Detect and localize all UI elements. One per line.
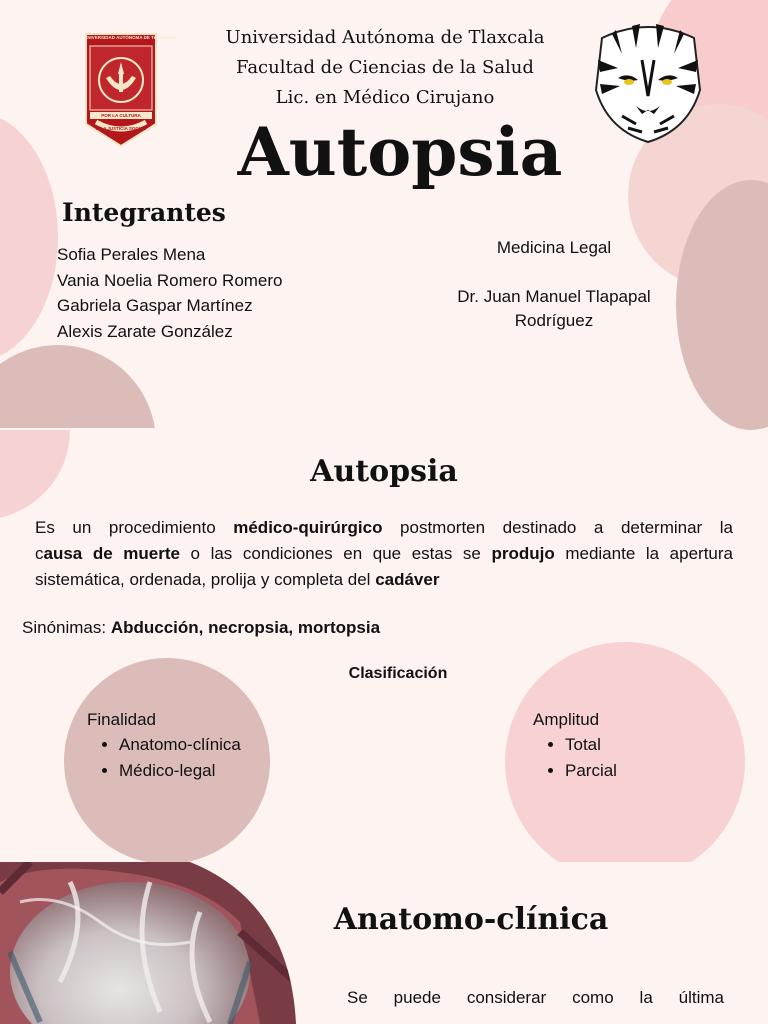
list-item: • Parcial xyxy=(565,758,617,784)
university-logo xyxy=(84,32,176,148)
main-title: Autopsia xyxy=(237,113,563,191)
logo-motto-1: POR LA CULTURA xyxy=(101,113,141,118)
finalidad-title: Finalidad xyxy=(87,710,156,729)
program-name: Lic. en Médico Cirujano xyxy=(275,87,495,108)
section-anatomo-clinica-heading: Anatomo-clínica xyxy=(333,902,609,937)
logo-top-text: UNIVERSIDAD AUTÓNOMA DE TLAXCALA xyxy=(84,35,176,40)
synonyms xyxy=(22,618,380,638)
finalidad-list xyxy=(87,732,241,784)
member-name: Vania Noelia Romero Romero xyxy=(57,270,283,290)
definition-line-2: causa de muerte o las condiciones en que estas se produjo mediante la apertura xyxy=(35,544,733,563)
amplitud-block xyxy=(533,708,617,784)
amplitud-list xyxy=(533,732,617,784)
clasificacion-heading: Clasificación xyxy=(348,665,448,682)
course-teacher-line2: Rodríguez xyxy=(514,311,594,330)
course-teacher-line1: Dr. Juan Manuel Tlapapal xyxy=(457,287,651,306)
member-name: Sofia Perales Mena xyxy=(57,245,206,264)
anatomo-clinica-text: Se puede considerar como la última xyxy=(347,988,724,1007)
member-name: Gabriela Gaspar Martínez xyxy=(57,296,253,315)
synonyms-value: Abducción, necropsia, mortopsia xyxy=(110,618,381,637)
decor-circle-left-pink-lower xyxy=(0,430,70,520)
course-subject: Medicina Legal xyxy=(496,238,612,257)
autopsy-photo xyxy=(0,862,300,1024)
integrantes-heading: Integrantes xyxy=(62,198,226,227)
university-name: Universidad Autónoma de Tlaxcala xyxy=(225,27,545,48)
integrantes-list xyxy=(57,242,283,344)
synonyms-label: Sinónimas: xyxy=(22,618,111,637)
definition-line-3: sistemática, ordenada, prolija y completa del cadáver xyxy=(35,570,440,589)
section-autopsia-heading: Autopsia xyxy=(310,454,458,489)
list-item: • Anatomo-clínica xyxy=(119,732,241,758)
amplitud-title: Amplitud xyxy=(533,710,600,729)
list-item: • Total xyxy=(565,732,617,758)
definition-line-1: Es un procedimiento médico-quirúrgico postmorten destinado a determinar la xyxy=(35,518,734,537)
decor-circle-left-top xyxy=(0,112,58,362)
finalidad-block xyxy=(87,708,241,784)
tiger-illustration xyxy=(592,20,704,144)
logo-motto-2: A LA JUSTICIA SOCIAL xyxy=(95,126,146,131)
member-name: Alexis Zarate González xyxy=(57,321,233,341)
list-item: • Médico-legal xyxy=(119,758,241,784)
faculty-name: Facultad de Ciencias de la Salud xyxy=(236,57,534,78)
